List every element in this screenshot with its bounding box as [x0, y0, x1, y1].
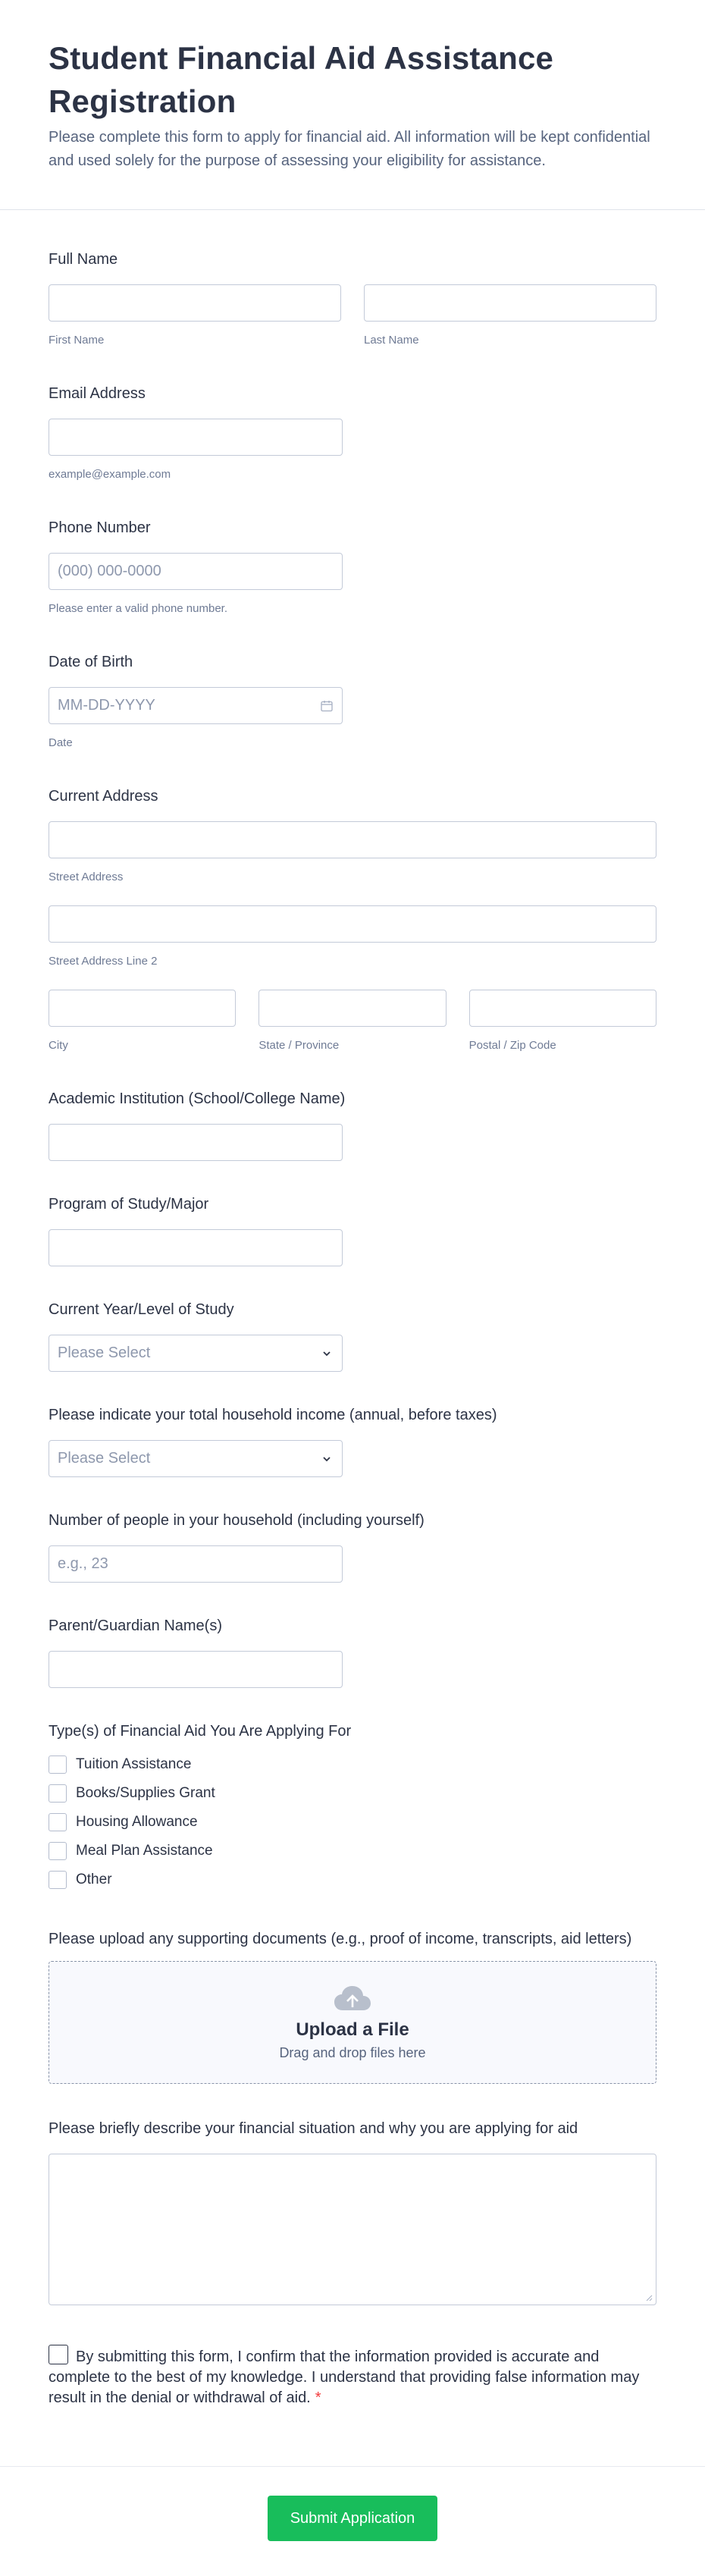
checkbox[interactable]: [49, 1813, 67, 1831]
checkbox[interactable]: [49, 1871, 67, 1889]
required-marker: *: [315, 2389, 321, 2406]
year-level-selected: Please Select: [58, 1344, 151, 1361]
income-label: Please indicate your total household income (annual, before taxes): [49, 1407, 497, 1423]
form-footer: [0, 2466, 705, 2576]
email-sublabel: example@example.com: [49, 468, 171, 481]
phone-input[interactable]: (000) 000-0000: [49, 553, 343, 590]
cloud-upload-icon: [333, 1985, 372, 2013]
aid-option-other[interactable]: [49, 1865, 656, 1894]
upload-label: Please upload any supporting documents (e.g., proof of income, transcripts, aid letters): [49, 1931, 632, 1947]
aid-option-books[interactable]: [49, 1779, 656, 1808]
file-upload-dropzone[interactable]: [49, 1961, 656, 2084]
chevron-down-icon: [320, 1452, 334, 1466]
year-level-field: [49, 1300, 656, 1372]
upload-subtitle: Drag and drop files here: [279, 2044, 426, 2060]
state-input[interactable]: [258, 990, 446, 1027]
email-label: Email Address: [49, 385, 146, 402]
aid-option-housing[interactable]: [49, 1808, 656, 1837]
submit-button[interactable]: Submit Application: [268, 2496, 437, 2541]
income-select[interactable]: [49, 1440, 343, 1477]
guardian-field: [49, 1616, 656, 1688]
first-name-sublabel: First Name: [49, 334, 105, 347]
institution-input[interactable]: [49, 1124, 343, 1161]
institution-label: Academic Institution (School/College Name): [49, 1090, 346, 1107]
upload-title: Upload a File: [296, 2019, 409, 2040]
resize-handle-icon[interactable]: [645, 2294, 653, 2301]
situation-field: [49, 2119, 656, 2305]
situation-textarea[interactable]: [49, 2154, 656, 2305]
dob-field: [49, 652, 656, 750]
aid-option-meal-plan[interactable]: [49, 1837, 656, 1865]
situation-label: Please briefly describe your financial situation and why you are applying for aid: [49, 2120, 578, 2137]
form-header: [0, 0, 705, 210]
zip-input[interactable]: [469, 990, 656, 1027]
email-input[interactable]: [49, 419, 343, 456]
program-field: [49, 1194, 656, 1266]
street-address-sublabel: Street Address: [49, 871, 124, 883]
full-name-label: Full Name: [49, 251, 118, 268]
income-field: [49, 1405, 656, 1477]
program-label: Program of Study/Major: [49, 1196, 209, 1213]
last-name-input[interactable]: [364, 284, 656, 322]
program-input[interactable]: [49, 1229, 343, 1266]
city-input[interactable]: [49, 990, 236, 1027]
consent-checkbox[interactable]: [49, 2345, 68, 2364]
upload-field: [49, 1929, 656, 2084]
calendar-icon[interactable]: [320, 699, 334, 713]
phone-label: Phone Number: [49, 519, 151, 536]
consent-text: By submitting this form, I confirm that the information provided is accurate and complete to the best of my knowledge. I understand that providing false information may result in the denial or withdrawal of aid.: [49, 2349, 640, 2406]
household-label: Number of people in your household (including yourself): [49, 1512, 425, 1529]
aid-option-tuition[interactable]: [49, 1750, 656, 1779]
street-address-input[interactable]: [49, 821, 656, 858]
street-address-line2-input[interactable]: [49, 905, 656, 943]
aid-types-field: [49, 1721, 656, 1894]
address-label: Current Address: [49, 788, 158, 805]
page-title: Student Financial Aid Assistance Registration: [49, 40, 554, 119]
aid-option-label: Meal Plan Assistance: [76, 1843, 213, 1859]
last-name-sublabel: Last Name: [364, 334, 419, 347]
income-selected: Please Select: [58, 1450, 151, 1467]
dob-sublabel: Date: [49, 736, 73, 749]
household-field: [49, 1511, 656, 1583]
chevron-down-icon: [320, 1347, 334, 1360]
form-description: Please complete this form to apply for financial aid. All information will be kept confidential and used solely for the purpose of assessing your eligibility for assistance.: [49, 129, 650, 169]
guardian-label: Parent/Guardian Name(s): [49, 1617, 222, 1634]
dob-label: Date of Birth: [49, 654, 133, 670]
aid-types-label: Type(s) of Financial Aid You Are Applying For: [49, 1723, 352, 1740]
state-sublabel: State / Province: [258, 1039, 340, 1052]
zip-sublabel: Postal / Zip Code: [468, 1039, 556, 1052]
year-level-label: Current Year/Level of Study: [49, 1301, 234, 1318]
full-name-field: [49, 249, 656, 347]
city-sublabel: City: [49, 1039, 68, 1052]
checkbox[interactable]: [49, 1784, 67, 1803]
consent-field: [49, 2345, 656, 2408]
household-input[interactable]: e.g., 23: [49, 1545, 343, 1583]
year-level-select[interactable]: [49, 1335, 343, 1372]
address-field: [49, 786, 656, 1053]
phone-sublabel: Please enter a valid phone number.: [49, 602, 227, 615]
dob-placeholder: MM-DD-YYYY: [58, 697, 155, 714]
form-body: [0, 210, 705, 2408]
aid-option-label: Other: [76, 1872, 112, 1887]
phone-field: [49, 518, 656, 616]
email-field: [49, 384, 656, 482]
dob-input[interactable]: [49, 687, 343, 724]
first-name-input[interactable]: [49, 284, 341, 322]
checkbox[interactable]: [49, 1842, 67, 1860]
aid-option-label: Housing Allowance: [76, 1814, 198, 1830]
institution-field: [49, 1089, 656, 1161]
aid-option-label: Books/Supplies Grant: [76, 1785, 215, 1801]
aid-option-label: Tuition Assistance: [76, 1756, 192, 1772]
checkbox[interactable]: [49, 1756, 67, 1774]
street-address-line2-sublabel: Street Address Line 2: [49, 955, 158, 968]
guardian-input[interactable]: [49, 1651, 343, 1688]
